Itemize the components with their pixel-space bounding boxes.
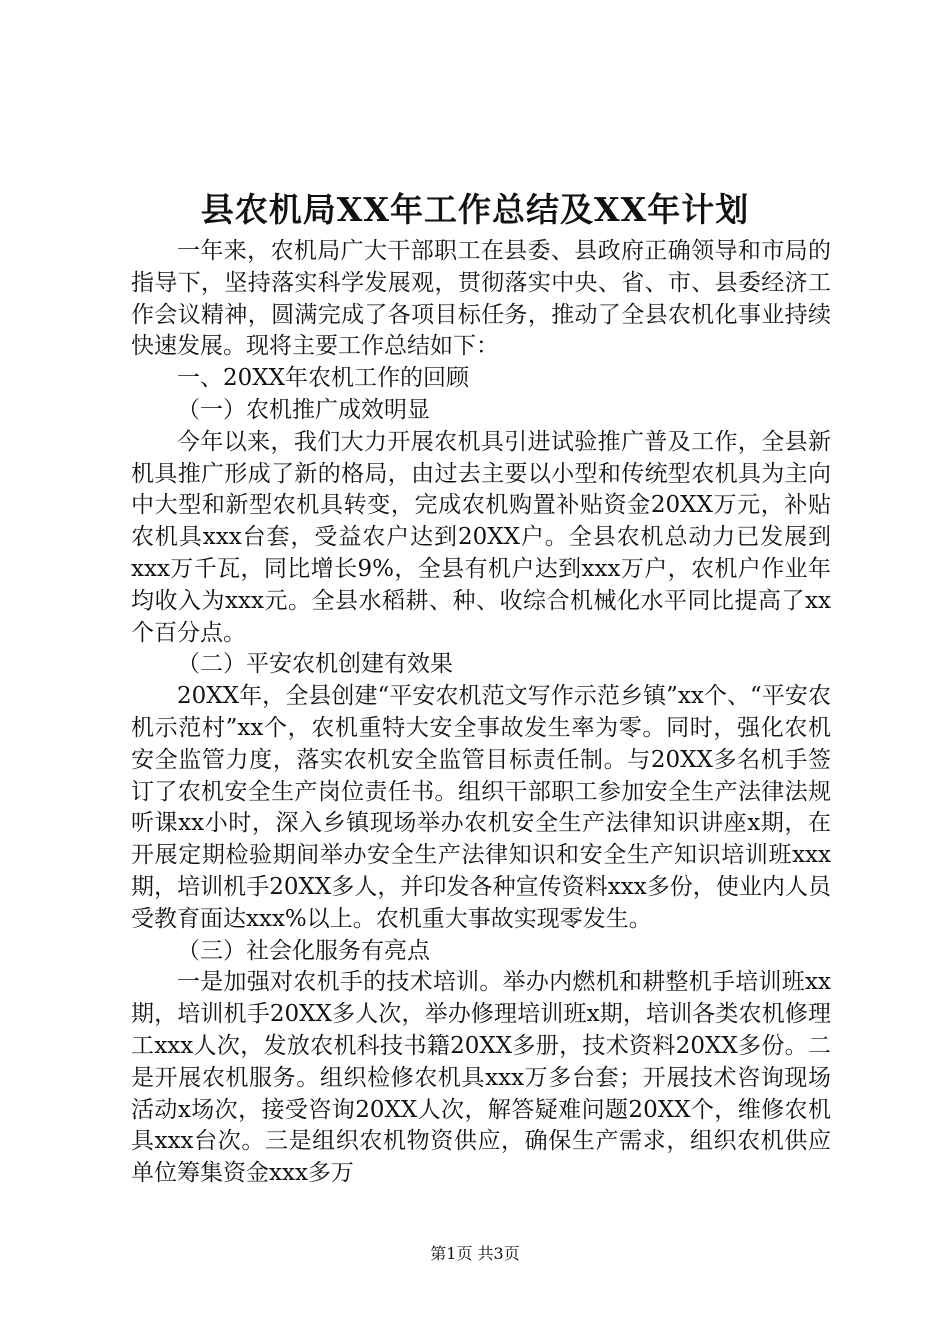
promotion-paragraph: 今年以来，我们大力开展农机具引进试验推广普及工作，全县新机具推广形成了新的格局，由过去主要以小型和传统型农机具为主向中大型和新型农机具转变，完成农机购置补贴资金20XX万元，补贴农机具xxx台套，受益农户达到20XX户。全县农机总动力已发展到xxx万千瓦，同比增长9%，全县有机户达到xxx万户，农机户作业年均收入为xxx元。全县水稻耕、种、收综合机械化水平同比提高了xx个百分点。: [131, 428, 831, 646]
subsection-heading-promotion: （一）农机推广成效明显: [177, 396, 430, 423]
document-title: 县农机局XX年工作总结及XX年计划: [200, 190, 750, 229]
subsection-heading-service: （三）社会化服务有亮点: [177, 937, 430, 964]
safety-paragraph: 20XX年，全县创建“平安农机范文写作示范乡镇”xx个、“平安农机示范村”xx个，农机重特大安全事故发生率为零。同时，强化农机安全监管力度，落实农机安全监管目标责任制。与20XX多名机手签订了农机安全生产岗位责任书。组织干部职工参加安全生产法律法规听课xx小时，深入乡镇现场举办农机安全生产法律知识讲座x期，在开展定期检验期间举办安全生产法律知识和安全生产知识培训班xxx期，培训机手20XX多人，并印发各种宣传资料xxx多份，使业内人员受教育面达xxx%以上。农机重大事故实现零发生。: [131, 683, 831, 932]
section-heading-review: 一、20XX年农机工作的回顾: [177, 365, 470, 392]
intro-paragraph: 一年来，农机局广大干部职工在县委、县政府正确领导和市局的指导下，坚持落实科学发展观，贯彻落实中央、省、市、县委经济工作会议精神，圆满完成了各项目标任务，推动了全县农机化事业持续快速发展。现将主要工作总结如下：: [131, 238, 831, 360]
service-paragraph: 一是加强对农机手的技术培训。举办内燃机和耕整机手培训班xx期，培训机手20XX多人次，举办修理培训班x期，培训各类农机修理工xxx人次，发放农机科技书籍20XX多册，技术资料20XX多份。二是开展农机服务。组织检修农机具xxx万多台套；开展技术咨询现场活动x场次，接受咨询20XX人次，解答疑难问题20XX个，维修农机具xxx台次。三是组织农机物资供应，确保生产需求，组织农机供应单位筹集资金xxx多万: [131, 969, 831, 1187]
document-body: [131, 236, 831, 1190]
page-footer: 第1页 共3页: [430, 1244, 520, 1263]
subsection-heading-safety: （二）平安农机创建有效果: [177, 651, 453, 678]
